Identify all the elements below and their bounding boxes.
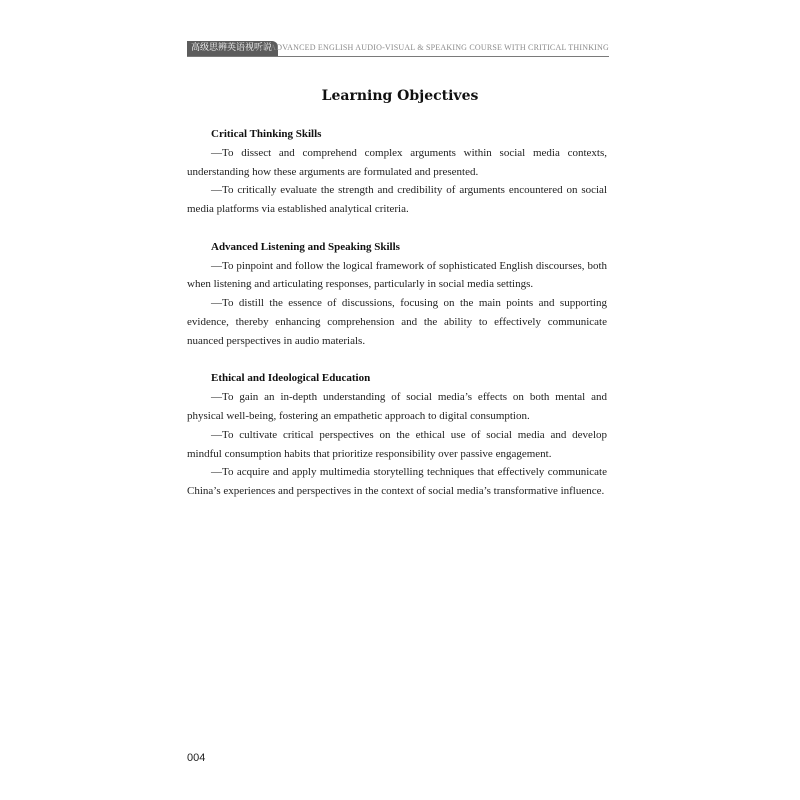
running-header — [187, 41, 609, 57]
page-number: 004 — [187, 752, 206, 764]
section-listening-speaking — [187, 238, 607, 351]
objective-paragraph: —To distill the essence of discussions, focusing on the main points and supporting evidence, thereby enhancing comprehension and the ability to effectively communicate nuanced perspectives in audio materials. — [187, 297, 607, 347]
objective-paragraph: —To acquire and apply multimedia storytelling techniques that effectively communicate China’s experiences and perspectives in the context of social media’s transformative influence. — [187, 466, 607, 498]
page-title: Learning Objectives — [321, 88, 479, 104]
objectives-content — [187, 125, 607, 520]
objective-paragraph: —To cultivate critical perspectives on the ethical use of social media and develop mindful consumption habits that prioritize responsibility over passive engagement. — [187, 428, 607, 460]
section-ethical-ideological — [187, 369, 607, 501]
section-critical-thinking — [187, 125, 607, 219]
section-heading: Critical Thinking Skills — [211, 128, 322, 140]
section-heading: Ethical and Ideological Education — [211, 372, 371, 385]
objective-paragraph: —To pinpoint and follow the logical framework of sophisticated English discourses, both when listening and articulating responses, particularly in social media settings. — [187, 259, 607, 291]
series-badge: 高级思辨英语视听说 — [187, 41, 278, 56]
course-title: AN ADVANCED ENGLISH AUDIO-VISUAL & SPEAKING COURSE WITH CRITICAL THINKING — [256, 43, 609, 52]
objective-paragraph: —To critically evaluate the strength and credibility of arguments encountered on social media platforms via established analytical criteria. — [187, 184, 607, 216]
objective-paragraph: —To gain an in-depth understanding of social media’s effects on both mental and physical well-being, fostering an empathetic approach to digital consumption. — [187, 391, 607, 422]
section-heading: Advanced Listening and Speaking Skills — [211, 240, 400, 253]
objective-paragraph: —To dissect and comprehend complex arguments within social media contexts, understanding how these arguments are formulated and presented. — [187, 146, 607, 178]
header-divider — [187, 56, 609, 57]
